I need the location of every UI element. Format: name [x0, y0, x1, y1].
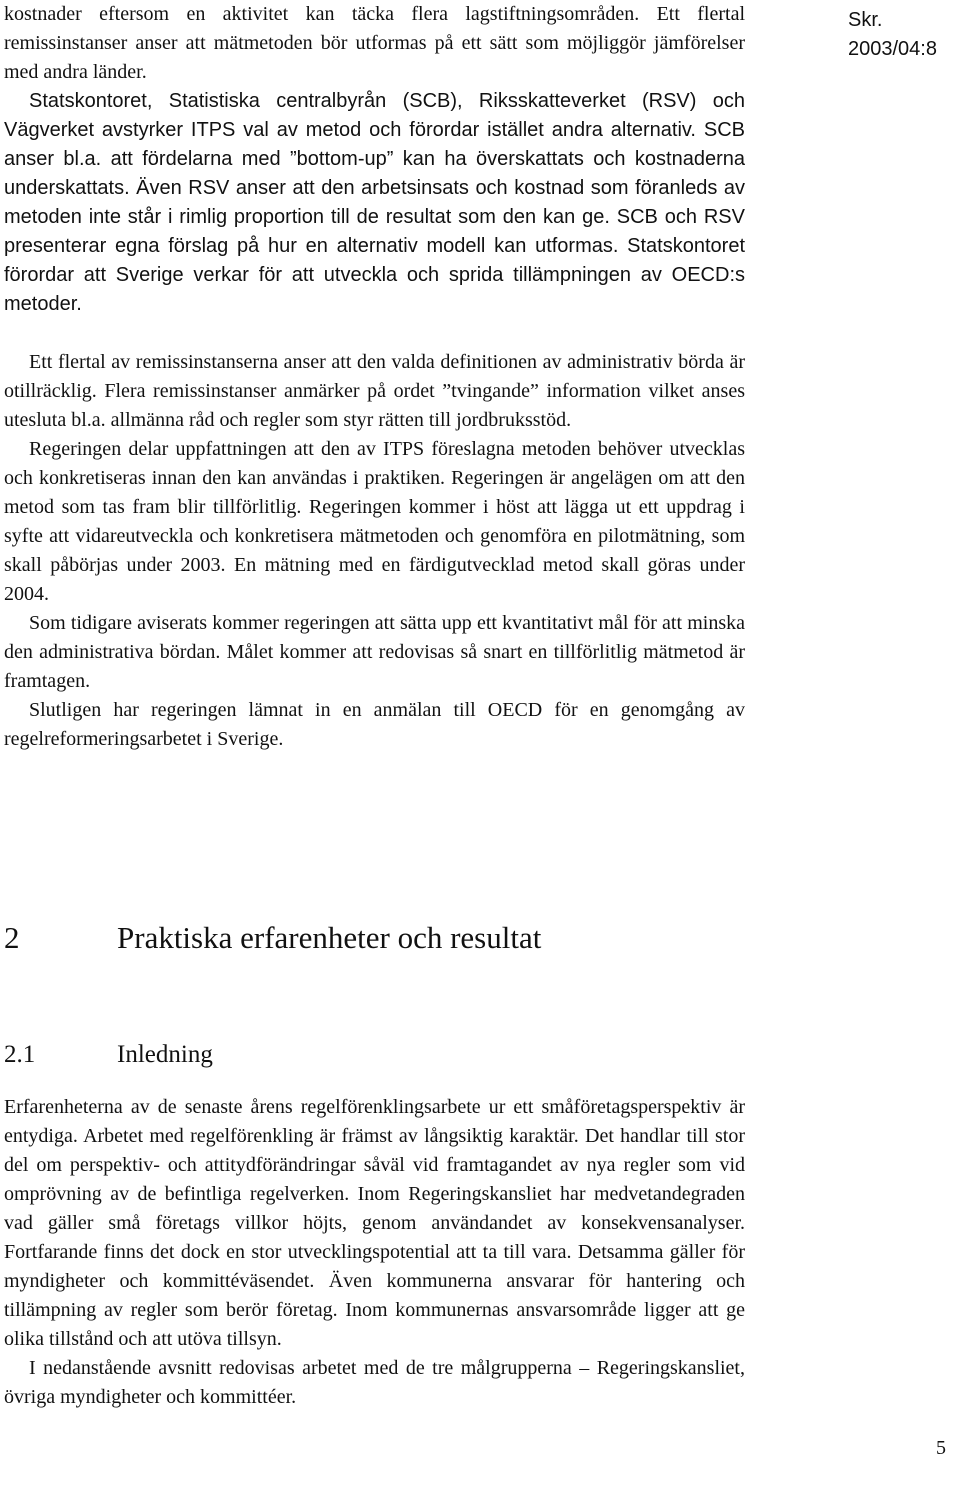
paragraph: Regeringen delar uppfattningen att den av ITPS föreslagna metoden behöver utvecklas och konkretiseras innan den kan användas i praktiken. Regeringen är angelägen om att den metod som tas fram blir tillförlitlig. Regeringen kommer i höst att lägga ut ett uppdrag i syfte att vidareutveckla och konkretisera mätmetoden och genomföra en pilotmätning, som skall påbörjas under 2003. En mätning med en färdigutvecklad metod skall göras under 2004. — [4, 438, 745, 605]
section-title: Praktiska erfarenheter och resultat — [117, 920, 542, 955]
subsection-number: 2.1 — [4, 1041, 36, 1068]
paragraph: Statskontoret, Statistiska centralbyrån (SCB), Riksskatteverket (RSV) och Vägverket avstyrker ITPS val av metod och förordar istället andra alternativ. SCB anser bl.a. att fördelarna med ”bottom-up” kan ha överskattats och kostnaderna underskattats. Även RSV anser att den arbetsinsats och kostnad som föranleds av metoden inte står i rimlig proportion till de resultat som den kan ge. SCB och RSV presenterar egna förslag på hur en alternativ modell kan utformas. Statskontoret förordar att Sverige verkar för att utveckla och sprida tillämpningen av OECD:s metoder. — [4, 90, 745, 315]
paragraph: kostnader eftersom en aktivitet kan täcka flera lagstiftningsområden. Ett flertal remissinstanser anser att mätmetoden bör utformas på ett sätt som möjliggör jämförelser med andra länder. — [4, 3, 745, 83]
remiss-sans-block — [4, 87, 745, 319]
section-heading — [4, 918, 541, 958]
paragraph: Som tidigare aviserats kommer regeringen att sätta upp ett kvantitativt mål för att minska den administrativa bördan. Målet kommer att redovisas så snart en tillförlitlig mätmetod är framtagen. — [4, 612, 745, 692]
section-number: 2 — [4, 920, 20, 955]
document-reference: Skr. 2003/04:8 — [848, 9, 937, 60]
body-text-block-2 — [4, 1093, 745, 1412]
subsection-title: Inledning — [117, 1041, 213, 1068]
paragraph: Ett flertal av remissinstanserna anser att den valda definitionen av administrativ börda är otillräcklig. Flera remissinstanser anmärker på ordet ”tvingande” information vilket anses utesluta bl.a. allmänna råd och regler som styr rätten till jordbruksstöd. — [4, 351, 745, 431]
paragraph: Slutligen har regeringen lämnat in en anmälan till OECD för en genomgång av regelreformeringsarbetet i Sverige. — [4, 699, 745, 750]
body-text-block-1 — [4, 348, 745, 754]
page-number: 5 — [936, 1437, 946, 1459]
subsection-heading — [4, 1038, 213, 1072]
paragraph: I nedanstående avsnitt redovisas arbetet med de tre målgrupperna – Regeringskansliet, övriga myndigheter och kommittéer. — [4, 1357, 745, 1408]
paragraph: Erfarenheterna av de senaste årens regelförenklingsarbete ur ett småföretagsperspektiv är entydiga. Arbetet med regelförenkling är främst av långsiktig karaktär. Det handlar till stor del om perspektiv- och attitydförändringar såväl vid framtagandet av nya regler som vid omprövning av de befintliga regelverken. Inom Regeringskansliet har medvetandegraden vad gäller små företags villkor höjts, genom användandet av konsekvensanalyser. Fortfarande finns det dock en stor utvecklingspotential att ta till vara. Detsamma gäller för myndigheter och kommittéväsendet. Även kommunerna ansvarar för hantering och tillämpning av regler som berör företag. Inom kommunernas ansvarsområde ligger att ge olika tillstånd och att utöva tillsyn. — [4, 1096, 745, 1350]
intro-text-block — [4, 0, 745, 87]
